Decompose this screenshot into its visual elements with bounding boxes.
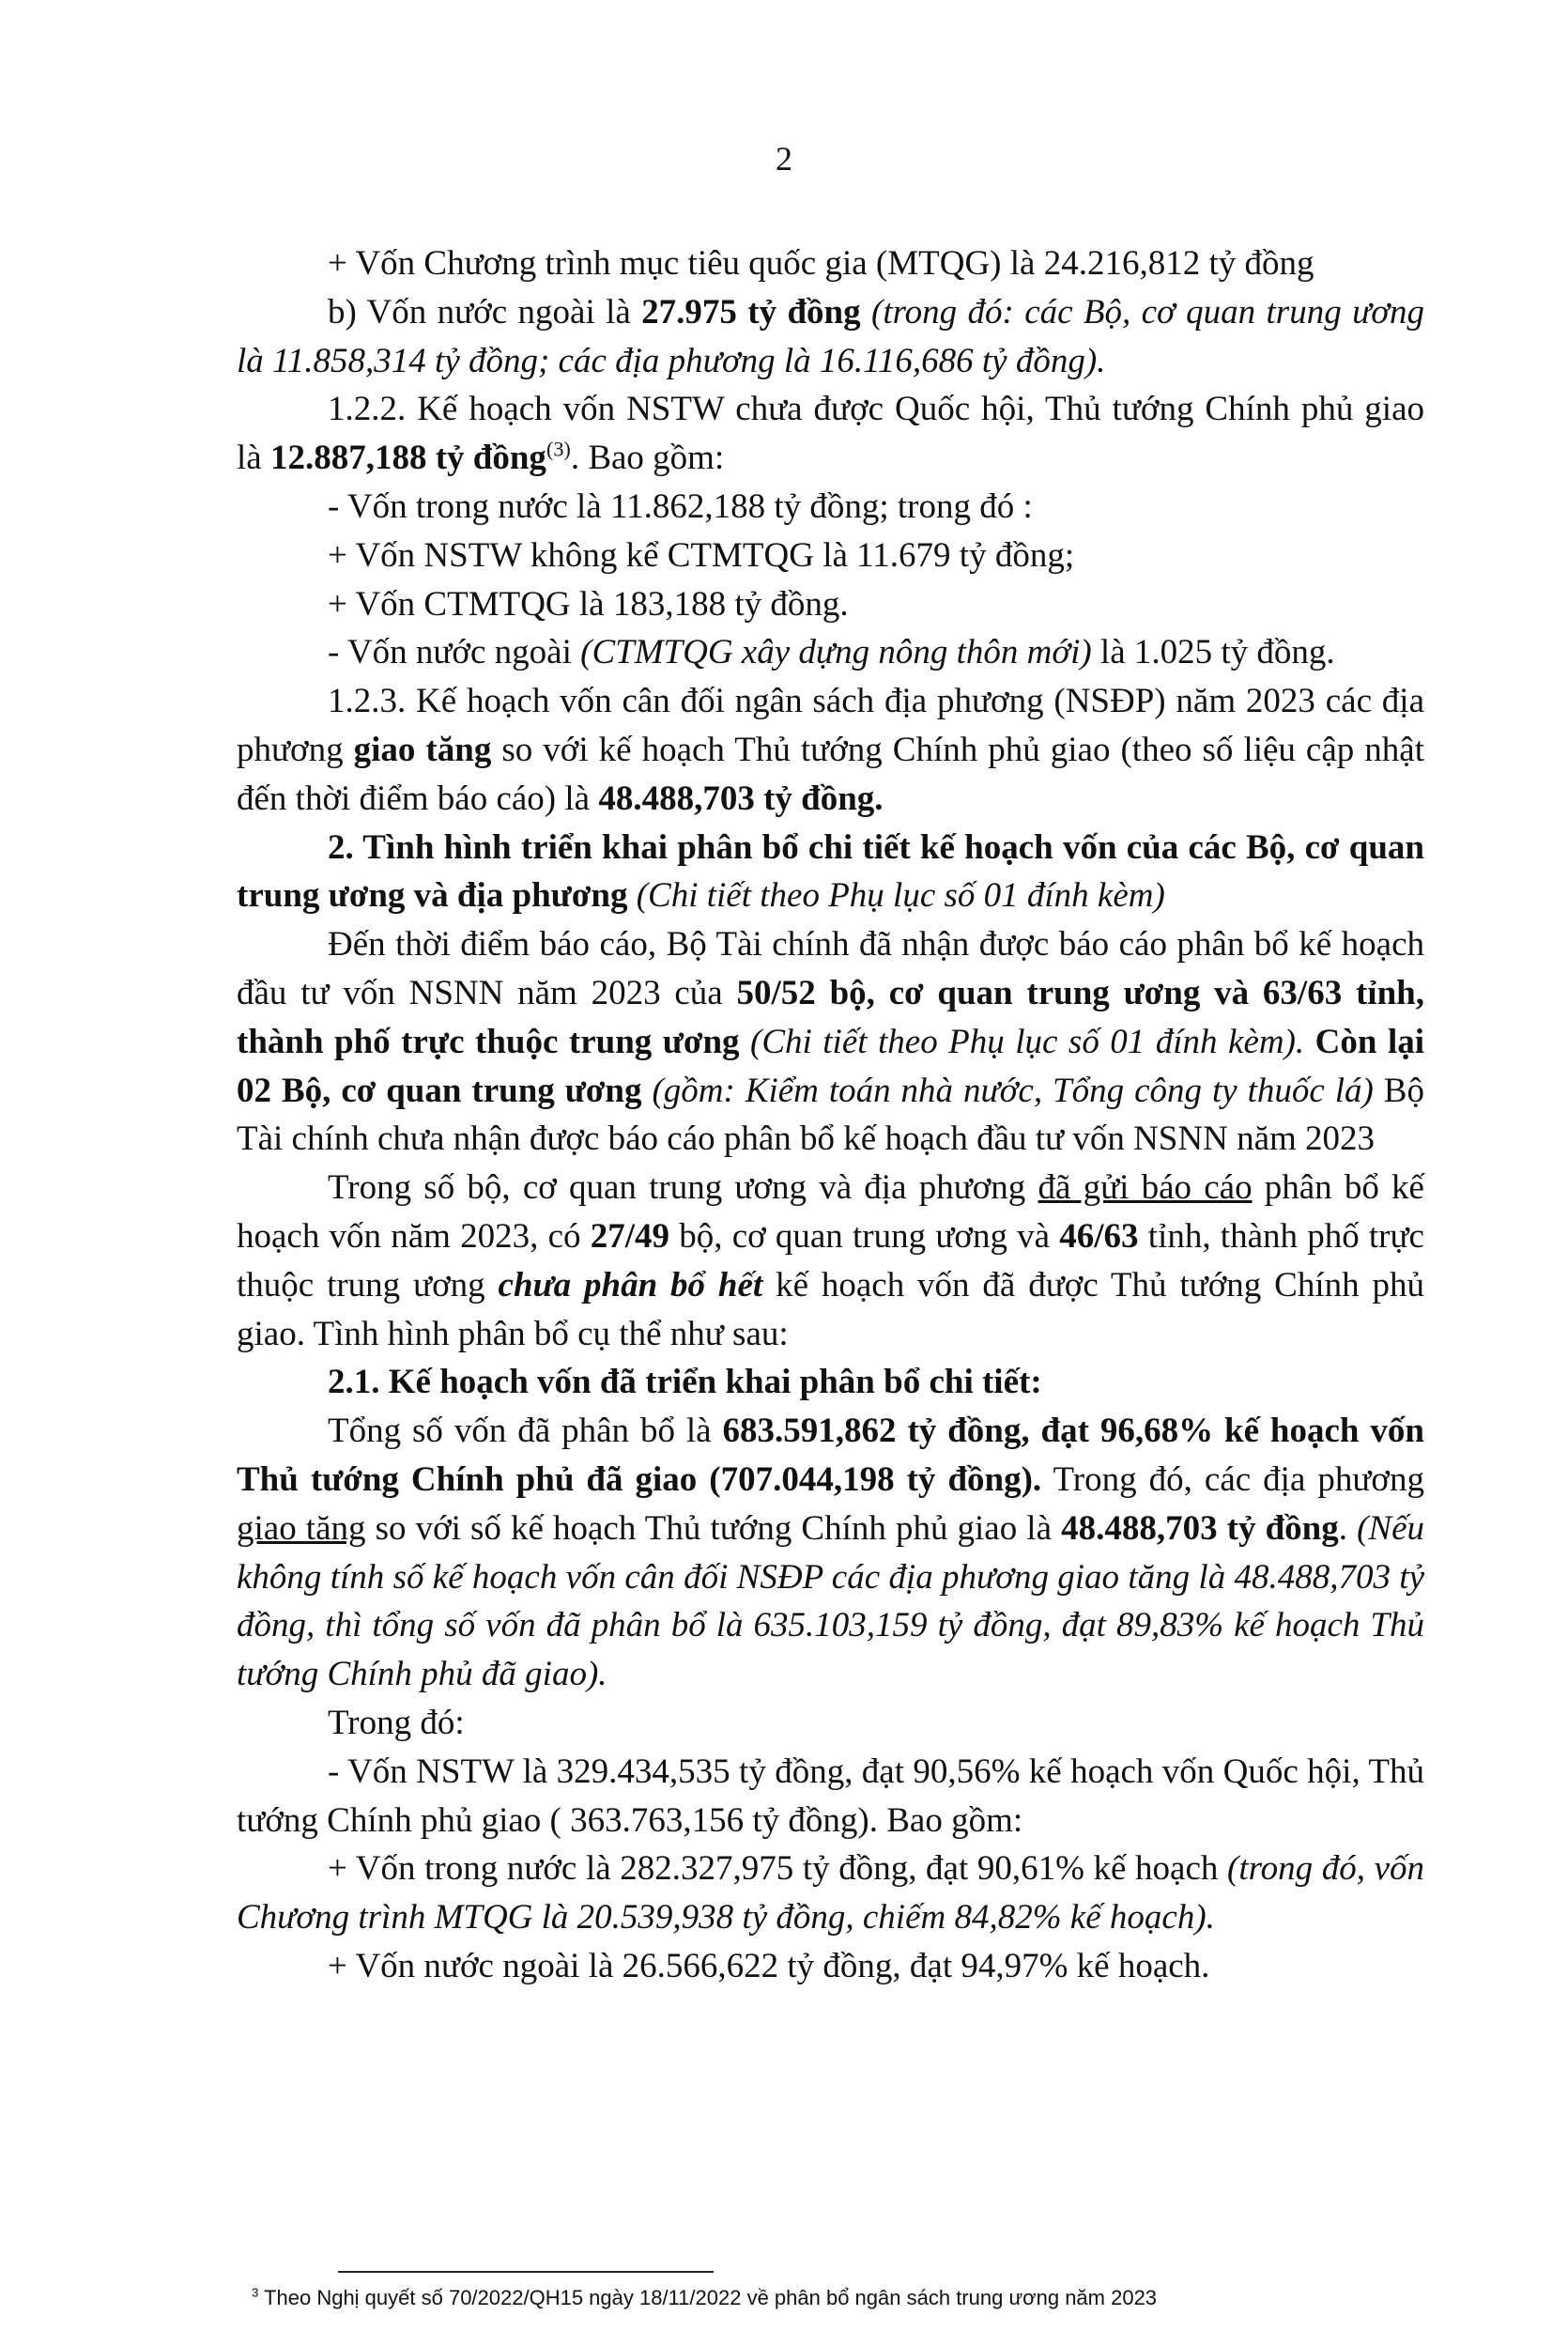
- paragraph-in-which: Trong đó:: [328, 1703, 465, 1742]
- paragraph-mtqg-capital: + Vốn Chương trình mục tiêu quốc gia (MTQG) là 24.216,812 tỷ đồng: [328, 244, 1314, 283]
- footnote: [0, 2284, 1568, 2322]
- paragraph-nstw-capital: - Vốn NSTW là 329.434,535 tỷ đồng, đạt 90,56% kế hoạch vốn Quốc hội, Thủ tướng Chính phủ giao ( 363.763,156 tỷ đồng). Bao gồm:: [237, 1752, 1424, 1840]
- paragraph-1-2-3: 1.2.3. Kế hoạch vốn cân đối ngân sách địa phương (NSĐP) năm 2023 các địa phương giao tăng so với kế hoạch Thủ tướng Chính phủ giao (theo số liệu cập nhật đến thời điểm báo cáo) là 48.488,703 tỷ đồng.: [237, 682, 1424, 818]
- section-heading-2-1: 2.1. Kế hoạch vốn đã triển khai phân bổ chi tiết:: [328, 1363, 1042, 1402]
- footnote-text: Theo Nghị quyết số 70/2022/QH15 ngày 18/11/2022 về phân bổ ngân sách trung ương năm 2023: [258, 2286, 1158, 2309]
- footnote-divider: [338, 2271, 714, 2273]
- paragraph-foreign-ntm: - Vốn nước ngoài (CTMTQG xây dựng nông thôn mới) là 1.025 tỷ đồng.: [328, 633, 1335, 672]
- paragraph-total-allocated: Tổng số vốn đã phân bổ là 683.591,862 tỷ đồng, đạt 96,68% kế hoạch vốn Thủ tướng Chính phủ đã giao (707.044,198 tỷ đồng). Trong đó, các địa phương giao tăng so với số kế hoạch Thủ tướng Chính phủ giao là 48.488,703 tỷ đồng. (Nếu không tính số kế hoạch vốn cân đối NSĐP các địa phương giao tăng là 48.488,703 tỷ đồng, thì tổng số vốn đã phân bổ là 635.103,159 tỷ đồng, đạt 89,83% kế hoạch Thủ tướng Chính phủ đã giao).: [237, 1412, 1425, 1694]
- paragraph-foreign-capital: b) Vốn nước ngoài là 27.975 tỷ đồng (trong đó: các Bộ, cơ quan trung ương là 11.858,314 tỷ đồng; các địa phương là 16.116,686 tỷ đồng).: [237, 292, 1425, 380]
- footnote-ref: (3): [546, 437, 571, 461]
- document-body: [237, 239, 1424, 1991]
- paragraph-1-2-2: 1.2.2. Kế hoạch vốn NSTW chưa được Quốc hội, Thủ tướng Chính phủ giao là 12.887,188 tỷ đồng$^{(3)}$. Bao gồm:: [237, 390, 1424, 478]
- paragraph-report-status: Đến thời điểm báo cáo, Bộ Tài chính đã nhận được báo cáo phân bổ kế hoạch đầu tư vốn NSNN năm 2023 của 50/52 bộ, cơ quan trung ương và 63/63 tỉnh, thành phố trực thuộc trung ương (Chi tiết theo Phụ lục số 01 đính kèm). Còn lại 02 Bộ, cơ quan trung ương (gồm: Kiểm toán nhà nước, Tổng công ty thuốc lá) Bộ Tài chính chưa nhận được báo cáo phân bổ kế hoạch đầu tư vốn NSNN năm 2023: [237, 925, 1425, 1159]
- paragraph-foreign-allocated: + Vốn nước ngoài là 26.566,622 tỷ đồng, đạt 94,97% kế hoạch.: [328, 1946, 1210, 1985]
- paragraph-nstw-excl: + Vốn NSTW không kể CTMTQG là 11.679 tỷ đồng;: [328, 535, 1075, 575]
- paragraph-unallocated: Trong số bộ, cơ quan trung ương và địa phương đã gửi báo cáo phân bổ kế hoạch vốn năm 2023, có 27/49 bộ, cơ quan trung ương và 46/63 tỉnh, thành phố trực thuộc trung ương chưa phân bổ hết kế hoạch vốn đã được Thủ tướng Chính phủ giao. Tình hình phân bổ cụ thể như sau:: [237, 1168, 1424, 1353]
- footnote-marker: 3: [252, 2285, 259, 2300]
- paragraph-domestic-allocated: + Vốn trong nước là 282.327,975 tỷ đồng, đạt 90,61% kế hoạch (trong đó, vốn Chương trình MTQG là 20.539,938 tỷ đồng, chiếm 84,82% kế hoạch).: [237, 1849, 1424, 1937]
- paragraph-ctmtqg: + Vốn CTMTQG là 183,188 tỷ đồng.: [328, 584, 849, 624]
- section-heading-2: 2. Tình hình triển khai phân bổ chi tiết kế hoạch vốn của các Bộ, cơ quan trung ương và địa phương (Chi tiết theo Phụ lục số 01 đính kèm): [237, 827, 1424, 916]
- page-number: 2: [776, 140, 792, 178]
- paragraph-domestic-capital: - Vốn trong nước là 11.862,188 tỷ đồng; trong đó :: [328, 486, 1033, 526]
